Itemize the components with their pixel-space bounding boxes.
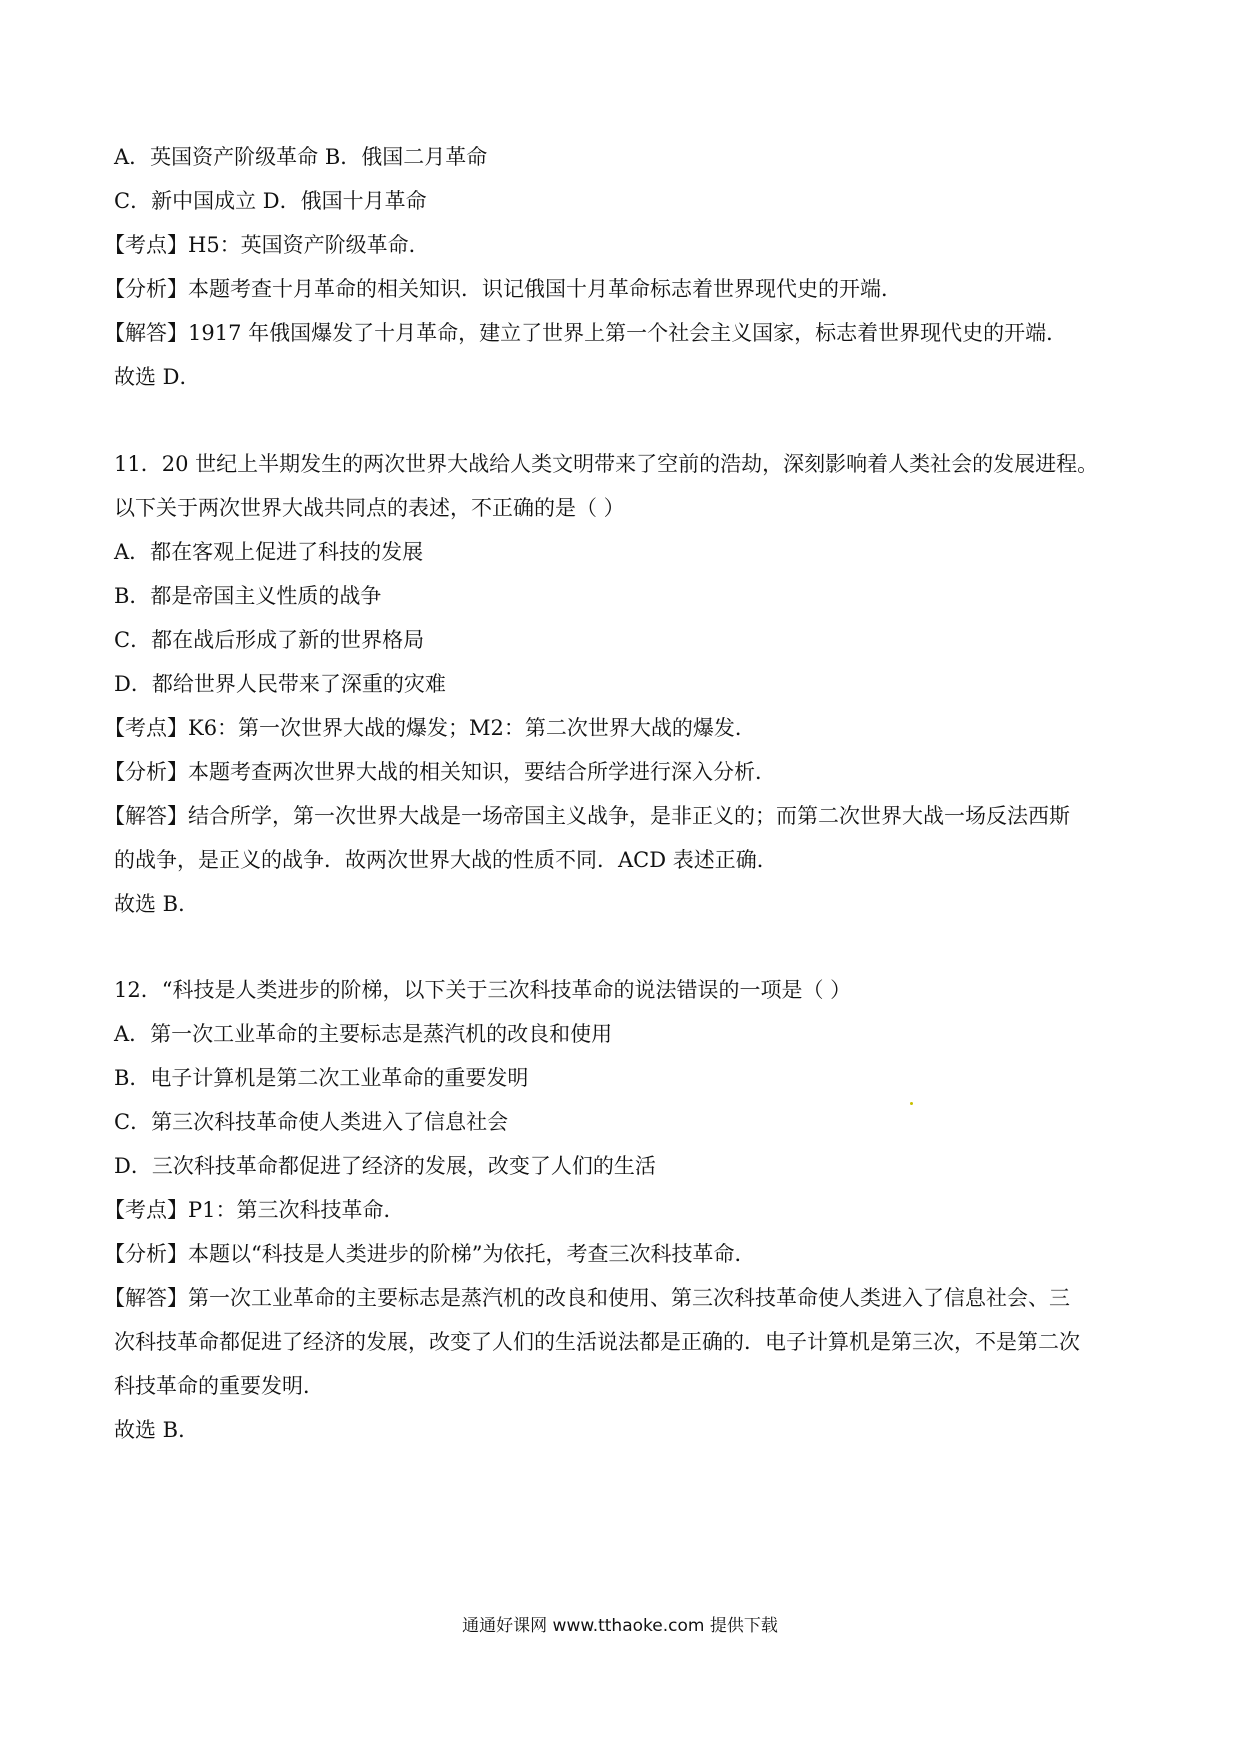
q12-stem: 12．“科技是人类进步的阶梯，以下关于三次科技革命的说法错误的一项是（ ） — [114, 978, 852, 1002]
q12-jieda-line-3: 科技革命的重要发明． — [114, 1374, 324, 1398]
q11-option-b: B．都是帝国主义性质的战争 — [114, 584, 382, 608]
q12-option-c: C．第三次科技革命使人类进入了信息社会 — [114, 1110, 509, 1134]
stray-dot-mark — [910, 1102, 913, 1105]
q10-fenxi: 【分析】本题考查十月革命的相关知识．识记俄国十月革命标志着世界现代史的开端． — [104, 277, 902, 301]
q10-options-line-1: A．英国资产阶级革命 B．俄国二月革命 — [114, 145, 488, 169]
q10-kaodian: 【考点】H5：英国资产阶级革命． — [104, 233, 430, 257]
q11-jieda-line-1: 【解答】结合所学，第一次世界大战是一场帝国主义战争，是非正义的；而第二次世界大战一场反法西斯 — [104, 804, 1070, 828]
q11-jieda-line-2: 的战争，是正义的战争．故两次世界大战的性质不同．ACD 表述正确． — [114, 848, 778, 872]
q11-fenxi: 【分析】本题考查两次世界大战的相关知识，要结合所学进行深入分析． — [104, 760, 776, 784]
q10-answer: 故选 D． — [114, 365, 201, 389]
q11-stem-line-1: 11．20 世纪上半期发生的两次世界大战给人类文明带来了空前的浩劫，深刻影响着人类社会的发展进程。 — [114, 452, 1099, 476]
page-footer: 通通好课网 www.tthaoke.com 提供下载 — [462, 1616, 778, 1636]
q10-options-line-2: C．新中国成立 D．俄国十月革命 — [114, 189, 427, 213]
q12-option-b: B．电子计算机是第二次工业革命的重要发明 — [114, 1066, 529, 1090]
q12-option-a: A．第一次工业革命的主要标志是蒸汽机的改良和使用 — [114, 1022, 613, 1046]
q11-option-d: D．都给世界人民带来了深重的灾难 — [114, 672, 446, 696]
q12-answer: 故选 B． — [114, 1418, 200, 1442]
q12-jieda-line-1: 【解答】第一次工业革命的主要标志是蒸汽机的改良和使用、第三次科技革命使人类进入了信息社会、三 — [104, 1286, 1070, 1310]
q10-jieda: 【解答】1917 年俄国爆发了十月革命，建立了世界上第一个社会主义国家，标志着世界现代史的开端． — [104, 321, 1068, 345]
q12-kaodian: 【考点】P1：第三次科技革命． — [104, 1198, 405, 1222]
q11-option-c: C．都在战后形成了新的世界格局 — [114, 628, 425, 652]
q11-kaodian: 【考点】K6：第一次世界大战的爆发；M2：第二次世界大战的爆发． — [104, 716, 756, 740]
q11-stem-line-2: 以下关于两次世界大战共同点的表述，不正确的是（ ） — [114, 496, 625, 520]
q12-fenxi: 【分析】本题以“科技是人类进步的阶梯”为依托，考查三次科技革命． — [104, 1242, 756, 1266]
q11-option-a: A．都在客观上促进了科技的发展 — [114, 540, 424, 564]
q11-answer: 故选 B． — [114, 892, 200, 916]
q12-option-d: D．三次科技革命都促进了经济的发展，改变了人们的生活 — [114, 1154, 656, 1178]
q12-jieda-line-2: 次科技革命都促进了经济的发展，改变了人们的生活说法都是正确的．电子计算机是第三次，不是第二次 — [114, 1330, 1080, 1354]
